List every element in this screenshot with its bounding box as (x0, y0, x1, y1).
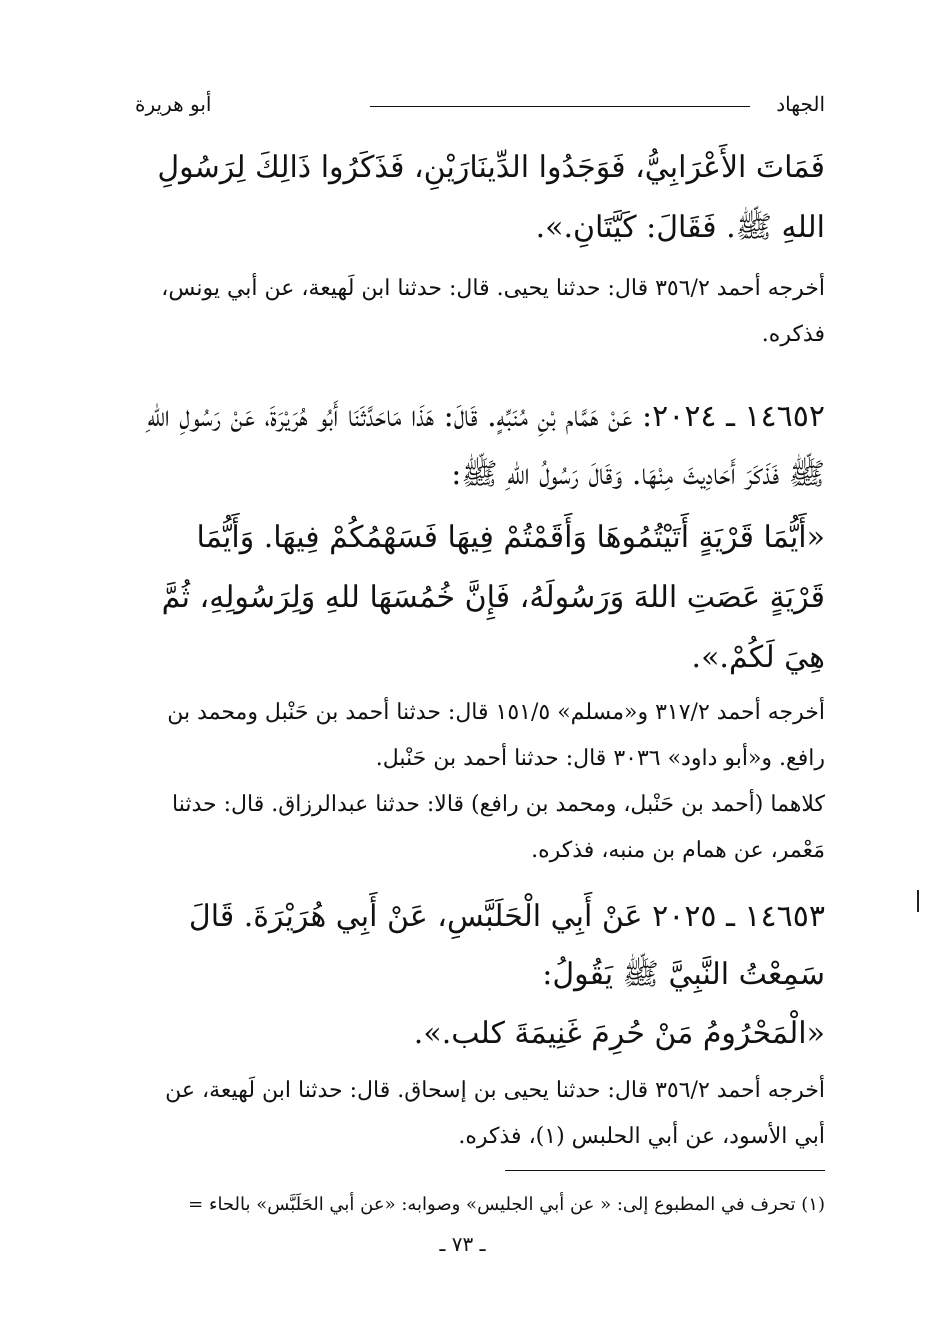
takhrij-text: كلاهما (أحمد بن حَنْبل، ومحمد بن رافع) قالا: حدثنا عبدالرزاق. قال: حدثنا مَعْمر، عن همام بن منبه، فذكره. (172, 792, 825, 863)
margin-mark (917, 890, 919, 912)
hadith-matn: «الْمَحْرُومُ مَنْ حُرِمَ غَنِيمَةَ كلب.». (413, 1016, 825, 1051)
hadith-matn: فَمَاتَ الأَعْرَابِيُّ، فَوَجَدُوا الدِّينَارَيْنِ، فَذَكَرُوا ذَالِكَ لِرَسُولِ اللهِ ﷺ. فَقَالَ: كَيَّتَانِ.». (157, 150, 825, 245)
footnote-rule (505, 1170, 825, 1171)
chapter-title: الجهاد (776, 92, 825, 116)
hadith-continuation (135, 138, 825, 358)
running-header (135, 92, 825, 122)
hadith-isnad: ١٤٦٥٣ ـ ٢٠٢٥ عَنْ أَبِي الْحَلَبَّسِ، عَنْ أَبِي هُرَيْرَةَ. قَالَ سَمِعْتُ النَّبِيَّ ﷺ يَقُولُ: (188, 899, 825, 992)
takhrij-text: أخرجه أحمد ٣٥٦/٢ قال: حدثنا يحيى بن إسحاق. قال: حدثنا ابن لَهيعة، عن أبي الأسود، عن أبي الحلبس (١)، فذكره. (165, 1078, 825, 1149)
hadith-isnad: ١٤٦٥٢ ـ ٢٠٢٤: عَنْ هَمَّام بْنِ مُنَبِّهٍ. قَالَ: هَذَا مَاحَدَّثَنَا أَبُو هُرَيْرَةَ، عَنْ رَسُولِ اللهِ ﷺ فَذَكَرَ أَحَادِيثَ مِنْهَا. وَقَالَ رَسُولُ اللهِ ﷺ: (147, 399, 825, 492)
page-number: ـ ٧٣ ـ (439, 1232, 486, 1256)
hadith-14652 (135, 388, 825, 874)
header-rule (370, 106, 750, 107)
takhrij-text: أخرجه أحمد ٣١٧/٢ و«مسلم» ١٥١/٥ قال: حدثنا أحمد بن حَنْبل ومحمد بن رافع. و«أبو داود» ٣٠٣٦ قال: حدثنا أحمد بن حَنْبل. (167, 700, 825, 771)
footnote: (١) تحرف في المطبوع إلى: « عن أبي الجليس» وصوابه: «عن أبي الحَلَبَّس» بالحاء = (188, 1194, 825, 1215)
hadith-14653 (135, 888, 825, 1160)
narrator-title: أبو هريرة (135, 92, 212, 116)
hadith-matn: «أَيُّمَا قَرْيَةٍ أَتَيْتُمُوهَا وَأَقَمْتُمْ فِيهَا فَسَهْمُكُمْ فِيهَا. وَأَيُّمَا قَرْيَةٍ عَصَتِ اللهَ وَرَسُولَهُ، فَإِنَّ خُمُسَهَا للهِ وَلِرَسُولِهِ، ثُمَّ هِيَ لَكُمْ.». (161, 520, 825, 675)
takhrij-text: أخرجه أحمد ٣٥٦/٢ قال: حدثنا يحيى. قال: حدثنا ابن لَهيعة، عن أبي يونس، فذكره. (161, 276, 825, 347)
